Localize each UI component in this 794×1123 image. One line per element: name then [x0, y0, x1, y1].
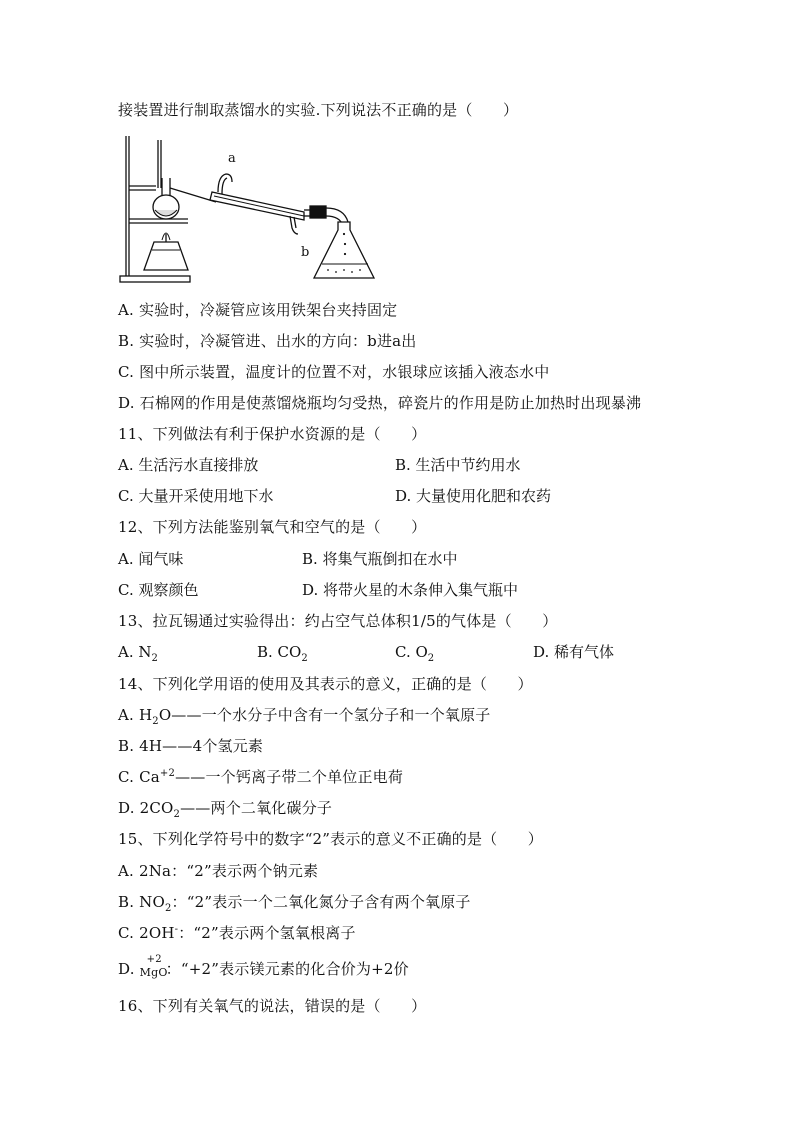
- q15-option-b: B. $NO_2$：“2”表示一个二氧化氮分子含有两个氧原子: [118, 893, 471, 914]
- q13-option-d: D. 稀有气体: [533, 643, 615, 661]
- q13-option-b: B. $CO_2$: [257, 643, 308, 664]
- q12-option-d: D. 将带火星的木条伸入集气瓶中: [302, 581, 519, 599]
- q12-option-c: C. 观察颜色: [118, 581, 199, 599]
- q10-option-c: C. 图中所示装置，温度计的位置不对，水银球应该插入液态水中: [118, 363, 550, 381]
- q12-option-a: A. 闻气味: [118, 550, 184, 568]
- q15-option-c: C. 2OH-：“2”表示两个氢氧根离子: [118, 924, 356, 942]
- q11-option-b: B. 生活中节约用水: [395, 456, 521, 474]
- question-12-stem: 12、下列方法能鉴别氧气和空气的是（ ）: [118, 518, 427, 536]
- label-b: b: [301, 245, 310, 260]
- q10-option-b: B. 实验时，冷凝管进、出水的方向：b进a出: [118, 332, 417, 350]
- q13-option-c: C. $O_2$: [395, 643, 435, 664]
- question-15-stem: 15、下列化学符号中的数字“2”表示的意义不正确的是（ ）: [118, 830, 543, 848]
- q11-option-d: D. 大量使用化肥和农药: [395, 487, 552, 505]
- q14-option-d: D. $2CO_2——$两个二氧化碳分子: [118, 799, 333, 820]
- q11-option-c: C. 大量开采使用地下水: [118, 487, 274, 505]
- question-14-stem: 14、下列化学用语的使用及其表示的意义，正确的是（ ）: [118, 675, 533, 693]
- question-16-stem: 16、下列有关氧气的说法，错误的是（ ）: [118, 997, 427, 1015]
- q11-option-a: A. 生活污水直接排放: [118, 456, 259, 474]
- q15-option-d: D. +2 MgO ：“+2”表示镁元素的化合价为+2价: [118, 954, 409, 979]
- q14-option-b: B. 4H——4个氢元素: [118, 737, 264, 755]
- question-11-stem: 11、下列做法有利于保护水资源的是（ ）: [118, 425, 427, 443]
- q12-option-b: B. 将集气瓶倒扣在水中: [302, 550, 458, 568]
- distillation-apparatus-figure: [118, 130, 380, 285]
- q14-option-c: C. $Ca^{+2}——$一个钙离子带二个单位正电荷: [118, 768, 404, 786]
- q14-option-a: A. $H_2O——$一个水分子中含有一个氢分子和一个氧原子: [118, 706, 491, 727]
- q13-option-a: A. $N_2$: [118, 643, 158, 664]
- q15-option-a: A. 2Na：“2”表示两个钠元素: [118, 862, 319, 880]
- question-13-stem: 13、拉瓦锡通过实验得出：约占空气总体积1/5的气体是（ ）: [118, 612, 558, 630]
- q10-option-d: D. 石棉网的作用是使蒸馏烧瓶均匀受热，碎瓷片的作用是防止加热时出现暴沸: [118, 394, 642, 412]
- label-a: a: [228, 151, 236, 166]
- q10-option-a: A. 实验时，冷凝管应该用铁架台夹持固定: [118, 301, 398, 319]
- question-10-stem: 接装置进行制取蒸馏水的实验.下列说法不正确的是（ ）: [118, 101, 519, 119]
- mgo-valence-formula: +2 MgO: [139, 954, 168, 979]
